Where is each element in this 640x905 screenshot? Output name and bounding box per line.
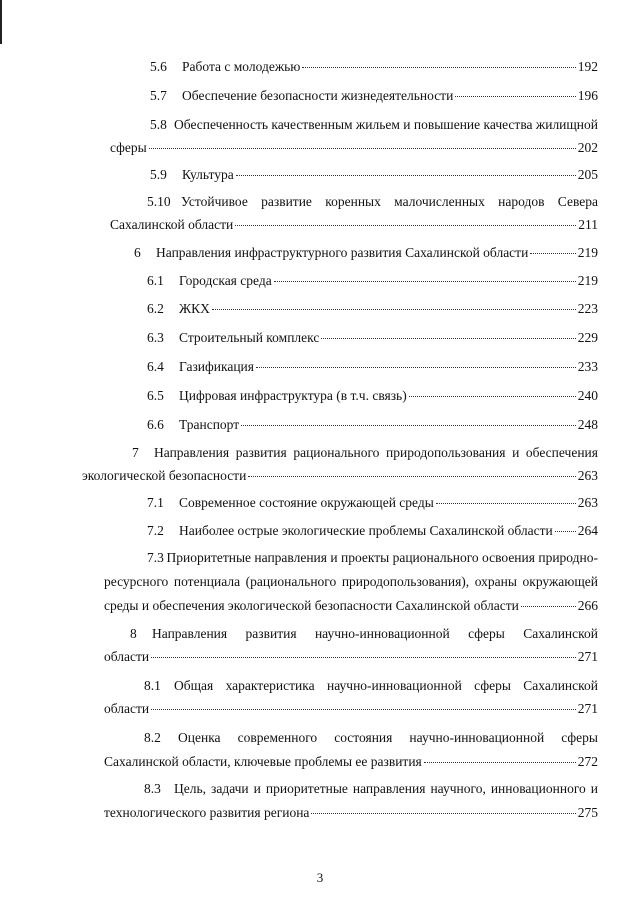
- dot-leader: [151, 657, 576, 658]
- toc-title-line-1: Направления развития научно-инновационной сферы Сахалинской: [152, 626, 598, 641]
- toc-entry-5-6[interactable]: [150, 58, 598, 76]
- toc-entry-7-1[interactable]: [147, 494, 598, 512]
- toc-title-line-2: ресурсного потенциала (рационального природопользования), охраны окружающей: [104, 574, 598, 589]
- toc-entry-8[interactable]: [104, 625, 598, 666]
- toc-title-line-2: области: [104, 649, 150, 664]
- dot-leader: [455, 96, 575, 97]
- toc-entry-6-1[interactable]: [147, 272, 598, 290]
- toc-entry-8-1[interactable]: [104, 677, 598, 718]
- toc-number: 5.10: [147, 194, 171, 209]
- toc-number: 6: [134, 245, 141, 260]
- toc-page-number: 240: [577, 388, 598, 403]
- toc-title: Культура: [182, 167, 234, 182]
- dot-leader: [302, 67, 575, 68]
- toc-entry-6-3[interactable]: [147, 329, 598, 347]
- toc-page-number: 264: [577, 523, 598, 538]
- dot-leader: [241, 425, 576, 426]
- toc-number: 6.4: [147, 359, 164, 374]
- toc-entry-5-8[interactable]: [110, 116, 598, 157]
- toc-page-number: 219: [577, 273, 598, 288]
- toc-title-line-1: Оценка современного состояния научно-инновационной сферы: [178, 730, 598, 745]
- toc-entry-7[interactable]: [82, 444, 598, 485]
- toc-number: 6.5: [147, 388, 164, 403]
- toc-title: Обеспечение безопасности жизнедеятельности: [182, 88, 454, 103]
- toc-title-line-2: технологического развития региона: [104, 805, 310, 820]
- toc-entry-8-3[interactable]: [104, 780, 598, 822]
- toc-page-number: 196: [577, 88, 598, 103]
- toc-page-number: 263: [577, 495, 598, 510]
- page-number: 3: [316, 870, 324, 885]
- toc-title-line-3: среды и обеспечения экологической безопасности Сахалинской области: [104, 598, 519, 613]
- toc-title-line-2: экологической безопасности: [82, 468, 247, 483]
- toc-title-line-1: Обеспеченность качественным жильем и повышение качества жилищной: [174, 117, 598, 132]
- toc-page-number: 229: [577, 330, 598, 345]
- dot-leader: [256, 367, 576, 368]
- toc-number: 5.8: [150, 117, 167, 132]
- toc-number: 8: [130, 626, 137, 641]
- toc-title-line-2: области: [104, 701, 150, 716]
- toc-page-number: 271: [577, 649, 598, 664]
- dot-leader: [149, 148, 576, 149]
- toc-title: Газификация: [179, 359, 254, 374]
- toc-entry-5-7[interactable]: [150, 87, 598, 105]
- toc-title-line-1: Общая характеристика научно-инновационной сферы Сахалинской: [174, 678, 598, 693]
- toc-number: 6.1: [147, 273, 164, 288]
- dot-leader: [235, 225, 576, 226]
- toc-title: ЖКХ: [179, 301, 210, 316]
- toc-page-number: 272: [577, 754, 598, 769]
- dot-leader: [274, 281, 576, 282]
- toc-title: Транспорт: [179, 417, 240, 432]
- toc-page-number: 223: [577, 301, 598, 316]
- toc-number: 5.7: [150, 88, 167, 103]
- toc-number: 7: [132, 445, 139, 460]
- toc-title: Городская среда: [179, 273, 272, 288]
- toc-number: 7.3: [147, 550, 164, 565]
- toc-page-number: 219: [577, 245, 598, 260]
- toc-title-line-1: Приоритетные направления и проекты рационального освоения природно-: [166, 550, 598, 565]
- toc-page-number: 192: [577, 59, 598, 74]
- toc-number: 8.2: [144, 730, 161, 745]
- toc-entry-6-6[interactable]: [147, 416, 598, 434]
- toc-title: Наиболее острые экологические проблемы Сахалинской области: [179, 523, 553, 538]
- toc-page-number: 248: [577, 417, 598, 432]
- dot-leader: [248, 476, 575, 477]
- toc-page-number: 211: [578, 217, 598, 232]
- toc-title: Работа с молодежью: [182, 59, 301, 74]
- toc-title-line-2: Сахалинской области: [110, 217, 234, 232]
- toc-page-number: 266: [577, 598, 598, 613]
- toc-entry-6-5[interactable]: [147, 387, 598, 405]
- toc-number: 5.9: [150, 167, 167, 182]
- toc-number: 8.3: [144, 781, 161, 796]
- toc-number: 7.2: [147, 523, 164, 538]
- dot-leader: [236, 175, 576, 176]
- toc-page-number: 205: [577, 167, 598, 182]
- toc-number: 5.6: [150, 59, 167, 74]
- toc-entry-6[interactable]: [134, 244, 598, 262]
- dot-leader: [436, 503, 576, 504]
- toc-entry-8-2[interactable]: [104, 729, 598, 771]
- toc-title: Направления инфраструктурного развития Сахалинской области: [156, 245, 529, 260]
- dot-leader: [530, 253, 575, 254]
- dot-leader: [151, 709, 576, 710]
- toc-page-number: 275: [577, 805, 598, 820]
- toc-page-number: 263: [577, 468, 598, 483]
- toc-entry-5-9[interactable]: [150, 166, 598, 184]
- dot-leader: [409, 396, 576, 397]
- dot-leader: [321, 338, 575, 339]
- toc-title-line-1: Направления развития рационального природопользования и обеспечения: [154, 445, 598, 460]
- dot-leader: [555, 531, 576, 532]
- toc-number: 8.1: [144, 678, 161, 693]
- toc-number: 6.3: [147, 330, 164, 345]
- toc-entry-6-2[interactable]: [147, 300, 598, 318]
- toc-entry-5-10[interactable]: [110, 193, 598, 234]
- toc-title-line-2: Сахалинской области, ключевые проблемы ее развития: [104, 754, 422, 769]
- toc-title-line-2: сферы: [110, 140, 147, 155]
- dot-leader: [521, 606, 576, 607]
- toc-number: 7.1: [147, 495, 164, 510]
- dot-leader: [424, 762, 576, 763]
- dot-leader: [212, 309, 576, 310]
- toc-number: 6.2: [147, 301, 164, 316]
- toc-title: Современное состояние окружающей среды: [179, 495, 434, 510]
- toc-entry-6-4[interactable]: [147, 358, 598, 376]
- toc-page-number: 271: [577, 701, 598, 716]
- dot-leader: [311, 813, 575, 814]
- toc-title: Строительный комплекс: [179, 330, 320, 345]
- toc-entry-7-3[interactable]: [104, 549, 598, 615]
- toc-entry-7-2[interactable]: [147, 522, 598, 540]
- toc-page-number: 202: [577, 140, 598, 155]
- toc-number: 6.6: [147, 417, 164, 432]
- toc-title: Цифровая инфраструктура (в т.ч. связь): [179, 388, 407, 403]
- toc-title-line-1: Цель, задачи и приоритетные направления научного, инновационного и: [174, 781, 598, 796]
- toc-page-number: 233: [577, 359, 598, 374]
- toc-title-line-1: Устойчивое развитие коренных малочисленных народов Севера: [181, 194, 598, 209]
